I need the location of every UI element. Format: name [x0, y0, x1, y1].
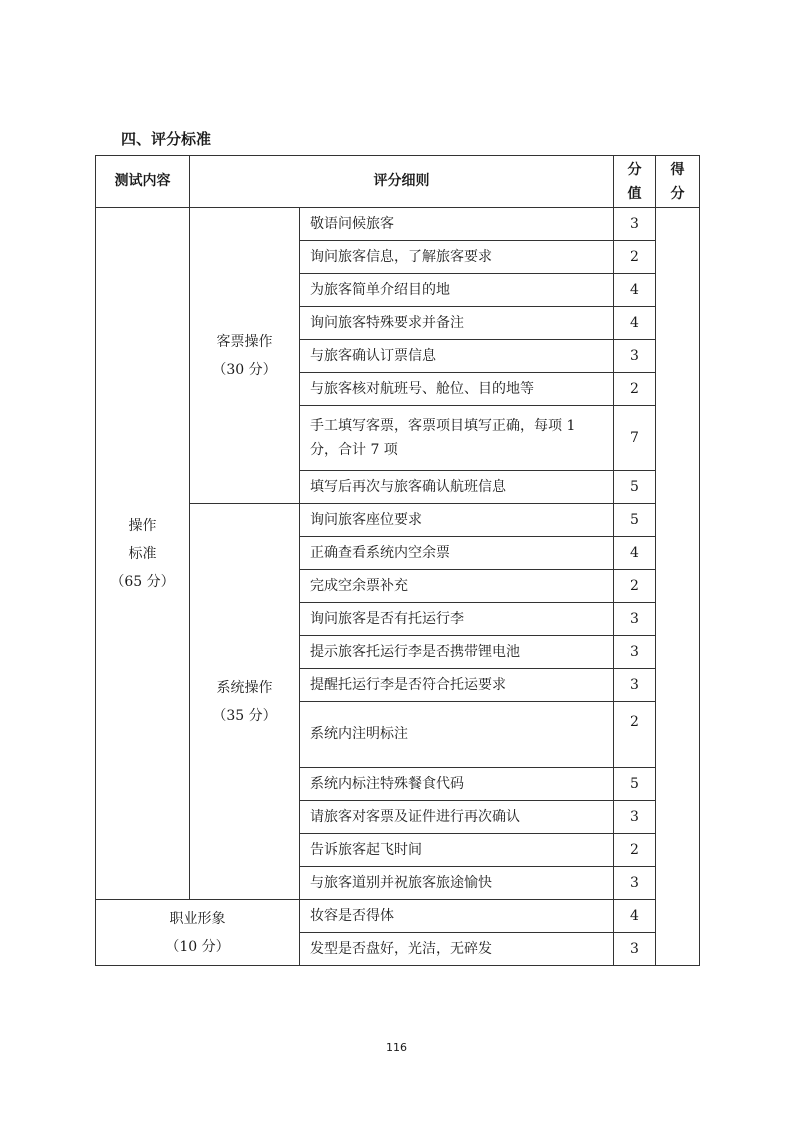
criteria-text: 完成空余票补充: [300, 570, 614, 603]
subcategory-system-points: （35 分）: [212, 707, 277, 724]
criteria-value: 3: [614, 340, 656, 373]
header-score-value: [614, 156, 656, 208]
scoring-table: [95, 155, 700, 966]
criteria-value: 5: [614, 504, 656, 537]
subcategory-system-label: 系统操作: [216, 679, 273, 696]
criteria-text: 填写后再次与旅客确认航班信息: [300, 471, 614, 504]
header-score-char-1: 分: [627, 161, 642, 178]
criteria-value: 3: [614, 669, 656, 702]
criteria-text: 手工填写客票，客票项目填写正确，每项 1 分，合计 7 项: [300, 406, 614, 471]
criteria-text: 询问旅客特殊要求并备注: [300, 307, 614, 340]
criteria-text: 系统内标注特殊餐食代码: [300, 768, 614, 801]
criteria-text: 为旅客简单介绍目的地: [300, 274, 614, 307]
header-score-char-2: 值: [627, 185, 642, 202]
category-image-label: 职业形象: [169, 910, 226, 927]
criteria-value: 3: [614, 636, 656, 669]
category-operation-line-2: 标准: [128, 545, 157, 562]
criteria-value: 3: [614, 208, 656, 241]
header-obtained-char-2: 分: [670, 185, 685, 202]
subcategory-system-operation: [190, 504, 300, 900]
criteria-value: 4: [614, 307, 656, 340]
criteria-value: 2: [614, 570, 656, 603]
criteria-value: 2: [614, 241, 656, 274]
criteria-text: 敬语问候旅客: [300, 208, 614, 241]
score-obtained-cell: [656, 208, 700, 966]
criteria-text: 询问旅客座位要求: [300, 504, 614, 537]
criteria-value: 4: [614, 537, 656, 570]
criteria-text: 系统内注明标注: [300, 702, 614, 768]
criteria-value: 3: [614, 933, 656, 966]
criteria-text: 与旅客道别并祝旅客旅途愉快: [300, 867, 614, 900]
criteria-text: 请旅客对客票及证件进行再次确认: [300, 801, 614, 834]
criteria-value: 5: [614, 768, 656, 801]
table-header-row: [96, 156, 700, 208]
criteria-value: 7: [614, 406, 656, 471]
page-number: 116: [386, 1041, 407, 1054]
header-scoring-details: 评分细则: [190, 156, 614, 208]
criteria-value: 3: [614, 603, 656, 636]
table-row: [96, 208, 700, 241]
criteria-text: 询问旅客信息，了解旅客要求: [300, 241, 614, 274]
category-professional-image: [96, 900, 300, 966]
criteria-text: 发型是否盘好，光洁，无碎发: [300, 933, 614, 966]
criteria-value: 4: [614, 274, 656, 307]
header-score-obtained: [656, 156, 700, 208]
header-test-content: 测试内容: [96, 156, 190, 208]
criteria-text: 提示旅客托运行李是否携带锂电池: [300, 636, 614, 669]
criteria-text: 询问旅客是否有托运行李: [300, 603, 614, 636]
category-operation-points: （65 分）: [110, 573, 175, 590]
category-operation-line-1: 操作: [128, 517, 157, 534]
category-image-points: （10 分）: [165, 938, 230, 955]
subcategory-ticket-operation: [190, 208, 300, 504]
criteria-value: 2: [614, 373, 656, 406]
section-heading: 四、评分标准: [121, 130, 212, 148]
criteria-text: 告诉旅客起飞时间: [300, 834, 614, 867]
criteria-value: 5: [614, 471, 656, 504]
criteria-text: 妆容是否得体: [300, 900, 614, 933]
criteria-value: 4: [614, 900, 656, 933]
criteria-value: 2: [614, 702, 656, 768]
table-row: [96, 900, 700, 933]
criteria-value: 2: [614, 834, 656, 867]
criteria-text: 提醒托运行李是否符合托运要求: [300, 669, 614, 702]
header-obtained-char-1: 得: [670, 161, 685, 178]
subcategory-ticket-points: （30 分）: [212, 361, 277, 378]
criteria-text: 正确查看系统内空余票: [300, 537, 614, 570]
criteria-value: 3: [614, 801, 656, 834]
category-operation-standard: [96, 208, 190, 900]
criteria-text: 与旅客核对航班号、舱位、目的地等: [300, 373, 614, 406]
criteria-text: 与旅客确认订票信息: [300, 340, 614, 373]
criteria-value: 3: [614, 867, 656, 900]
subcategory-ticket-label: 客票操作: [216, 333, 273, 350]
